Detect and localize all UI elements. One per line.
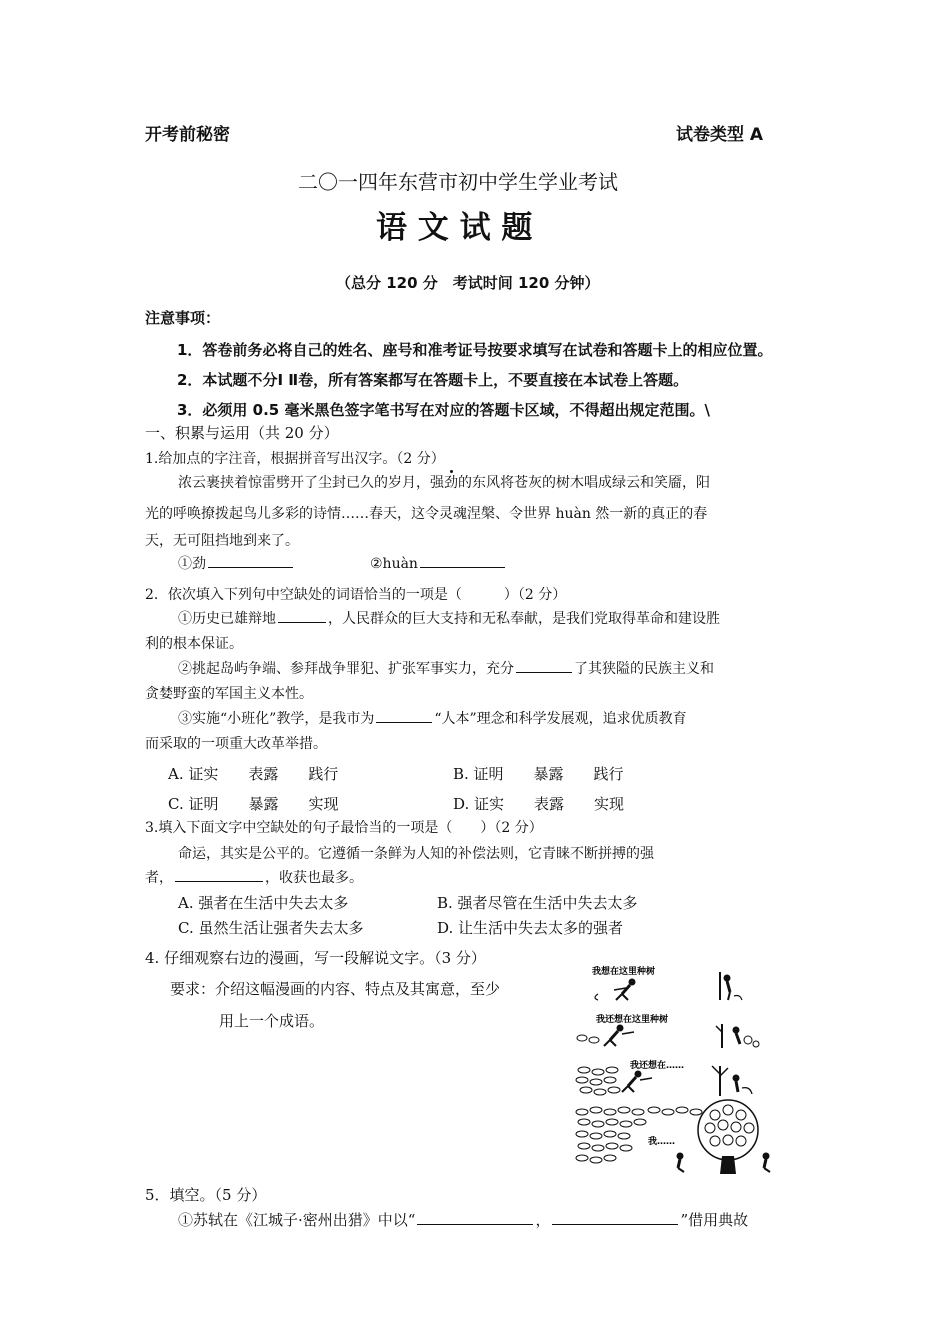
q3-passage-line-1: 命运，其实是公平的。它遵循一条鲜为人知的补偿法则，它青睐不断拼搏的强 (178, 846, 654, 862)
q3-option-d[interactable]: D. 让生活中失去太多的强者 (437, 919, 624, 937)
notes-heading: 注意事项： (145, 309, 221, 327)
answer-blank[interactable] (208, 553, 293, 568)
digging-man-icon (595, 979, 635, 1000)
digging-man-icon-2 (577, 1025, 634, 1046)
cartoon-caption-2: 我还想在这里种树 (596, 1015, 669, 1025)
q2-option-d[interactable]: D. 证实 表露 实现 (453, 795, 625, 813)
stumps-icon (576, 1067, 620, 1095)
score-info: （总分 120 分 考试时间 120 分钟） (336, 274, 600, 292)
answer-blank[interactable] (175, 867, 263, 882)
q2-stem: 2．依次填入下列句中空缺处的词语恰当的一项是（ ）（2 分） (145, 587, 567, 603)
q2-option-b[interactable]: B. 证明 暴露 践行 (453, 765, 624, 783)
q5-stem: 5．填空。（5 分） (145, 1186, 267, 1204)
q3-option-c[interactable]: C. 虽然生活让强者失去太多 (178, 919, 364, 937)
answer-blank[interactable] (278, 608, 326, 623)
q2-option-c[interactable]: C. 证明 暴露 实现 (168, 795, 339, 813)
q2-sentence-2: ②挑起岛屿争端、参拜战争罪犯、扩张军事实力，充分 了其狭隘的民族主义和 (178, 658, 714, 678)
small-tree-icon (716, 1024, 759, 1048)
q2-sentence-3: ③实施“小班化”教学，是我市为 “人本”理念和科学发展观，追求优质教育 (178, 708, 687, 728)
big-tree-icon (698, 1100, 758, 1174)
confidential-label: 开考前秘密 (145, 125, 230, 145)
q3-option-b[interactable]: B. 强者尽管在生活中失去太多 (437, 894, 638, 912)
q1-passage-line-2: 光的呼唤撩拨起鸟儿多彩的诗情……春天，这令灵魂涅槃、令世界 huàn 然一新的真正的春 (145, 506, 708, 522)
q1-answer-2: ②huàn (370, 553, 507, 572)
answer-blank[interactable] (552, 1210, 678, 1225)
tree-planting-cartoon (570, 960, 785, 1175)
subject-title: 语 文 试 题 (376, 210, 533, 246)
paper-type-label: 试卷类型 A (676, 125, 764, 145)
answer-blank[interactable] (420, 553, 505, 568)
kneeling-man-icon (677, 1153, 684, 1172)
q4-stem: 4. 仔细观察右边的漫画，写一段解说文字。（3 分） (145, 949, 486, 967)
bare-tree-icon (712, 1066, 752, 1096)
q3-stem: 3.填入下面文字中空缺处的句子最恰当的一项是（ ）（2 分） (145, 820, 543, 836)
answer-blank[interactable] (417, 1210, 533, 1225)
q2-sentence-3-cont: 而采取的一项重大改革举措。 (145, 736, 327, 752)
q1-passage-line-1: 浓云裹挟着惊雷劈开了尘封已久的岁月，强劲的东风将苍灰的树木唱成绿云和笑靥，阳 (178, 475, 710, 491)
digging-man-icon-3 (622, 1071, 652, 1092)
exam-title: 二〇一四年东营市初中学生学业考试 (298, 170, 618, 194)
q3-passage-line-2: 者， ，收获也最多。 (145, 867, 363, 887)
note-item-1: 1．答卷前务必将自己的姓名、座号和准考证号按要求填写在试卷和答题卡上的相应位置。 (177, 341, 773, 359)
cartoon-caption-3: 我还想在…… (630, 1061, 685, 1071)
q5-line-1: ①苏轼在《江城子·密州出猎》中以“ ， ”借用典故 (178, 1211, 749, 1229)
note-item-3: 3．必须用 0.5 毫米黑色签字笔书写在对应的答题卡区域，不得超出规定范围。\ (177, 401, 710, 419)
q2-option-a[interactable]: A. 证实 表露 践行 (168, 765, 339, 783)
answer-blank[interactable] (516, 658, 572, 673)
q1-dotted-char: 劲 (444, 475, 458, 491)
answer-blank[interactable] (376, 708, 432, 723)
cartoon-caption-4: 我…… (648, 1137, 676, 1147)
q4-requirement-line-2: 用上一个成语。 (219, 1012, 325, 1030)
note-item-2: 2．本试题不分Ⅰ Ⅱ卷，所有答案都写在答题卡上，不要直接在本试卷上答题。 (177, 371, 689, 389)
section-heading: 一、积累与运用（共 20 分） (145, 424, 339, 442)
q1-answer-1: ①劲 (178, 553, 295, 573)
q4-requirement-line-1: 要求：介绍这幅漫画的内容、特点及其寓意，至少 (170, 980, 501, 998)
resting-man-icon (763, 1153, 770, 1172)
sapling-icon (720, 972, 742, 1000)
q1-passage-line-3: 天，无可阻挡地到来了。 (145, 533, 299, 549)
q1-stem: 1.给加点的字注音，根据拼音写出汉字。（2 分） (145, 451, 445, 467)
q2-sentence-2-cont: 贪婪野蛮的军国主义本性。 (145, 686, 313, 702)
q2-sentence-1-cont: 利的根本保证。 (145, 636, 243, 652)
q2-sentence-1: ①历史已雄辩地 ，人民群众的巨大支持和无私奉献，是我们党取得革命和建设胜 (178, 608, 720, 628)
q3-option-a[interactable]: A. 强者在生活中失去太多 (178, 894, 349, 912)
cartoon-caption-1: 我想在这里种树 (592, 967, 656, 977)
